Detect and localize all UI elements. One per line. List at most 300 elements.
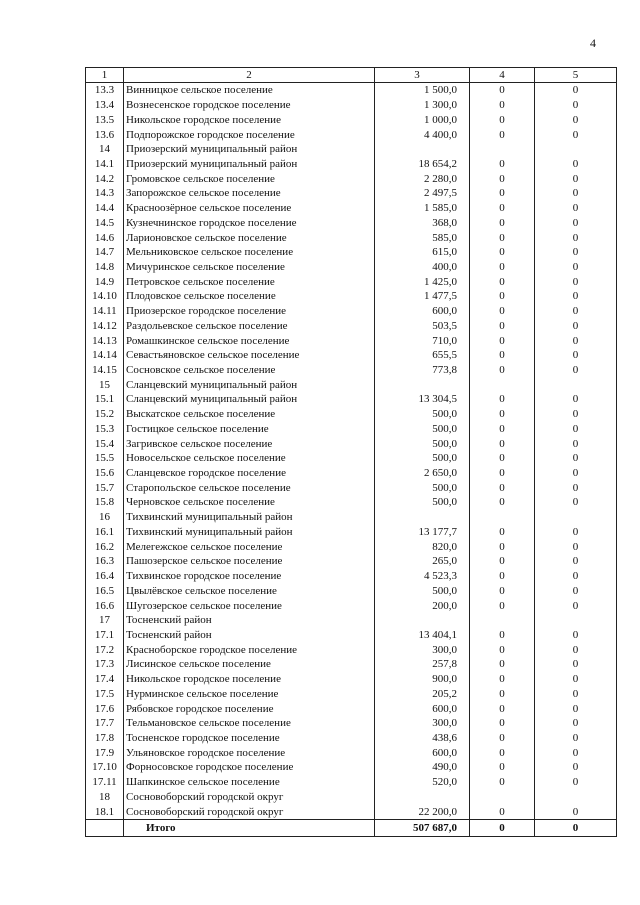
row-amount: 900,0 [375,672,470,687]
row-col4: 0 [470,495,535,510]
table-row [86,171,617,186]
row-number: 14 [86,142,124,157]
row-col5: 0 [535,554,617,569]
row-col5: 0 [535,230,617,245]
row-col4: 0 [470,186,535,201]
row-col5: 0 [535,525,617,540]
table-row [86,525,617,540]
row-amount: 13 404,1 [375,628,470,643]
row-name: Ларионовское сельское поселение [124,230,375,245]
row-name: Выскатское сельское поселение [124,407,375,422]
row-col5: 0 [535,245,617,260]
row-amount: 4 523,3 [375,569,470,584]
row-col5: 0 [535,304,617,319]
row-name: Тихвинский муниципальный район [124,525,375,540]
table-row [86,98,617,113]
row-amount: 22 200,0 [375,804,470,819]
row-col4: 0 [470,157,535,172]
row-amount: 820,0 [375,539,470,554]
row-col4: 0 [470,701,535,716]
row-col4: 0 [470,451,535,466]
row-col4: 0 [470,745,535,760]
table-row [86,333,617,348]
row-name: Сосновоборский городской округ [124,790,375,805]
row-number: 14.15 [86,363,124,378]
table-row [86,510,617,525]
table-row [86,422,617,437]
row-number: 13.4 [86,98,124,113]
row-amount: 500,0 [375,451,470,466]
table-row [86,363,617,378]
row-name: Приозерский муниципальный район [124,157,375,172]
row-amount [375,510,470,525]
row-amount: 500,0 [375,407,470,422]
table-row [86,157,617,172]
row-name: Сланцевский муниципальный район [124,377,375,392]
row-number: 16.2 [86,539,124,554]
row-amount: 13 177,7 [375,525,470,540]
total-label: Итого [124,819,375,836]
row-col4: 0 [470,171,535,186]
row-amount: 490,0 [375,760,470,775]
row-col5: 0 [535,451,617,466]
row-col4: 0 [470,760,535,775]
row-amount: 1 500,0 [375,83,470,98]
table-row [86,775,617,790]
row-name: Цвылёвское сельское поселение [124,583,375,598]
row-col5: 0 [535,775,617,790]
row-number: 14.13 [86,333,124,348]
row-col5: 0 [535,657,617,672]
row-col5: 0 [535,804,617,819]
row-name: Лисинское сельское поселение [124,657,375,672]
row-number: 15.6 [86,466,124,481]
budget-allocation-table [85,67,617,837]
table-row [86,245,617,260]
row-name: Нурминское сельское поселение [124,686,375,701]
row-col5: 0 [535,260,617,275]
row-amount: 500,0 [375,480,470,495]
row-amount: 1 300,0 [375,98,470,113]
row-amount [375,377,470,392]
row-number: 15.4 [86,436,124,451]
row-col5: 0 [535,731,617,746]
row-amount: 368,0 [375,215,470,230]
row-name: Рябовское городское поселение [124,701,375,716]
row-amount: 600,0 [375,304,470,319]
row-col5: 0 [535,157,617,172]
table-row [86,642,617,657]
row-name: Запорожское сельское поселение [124,186,375,201]
row-col5: 0 [535,333,617,348]
row-amount [375,613,470,628]
row-number: 13.3 [86,83,124,98]
row-number: 17.7 [86,716,124,731]
table-row [86,304,617,319]
table-row [86,451,617,466]
table-row [86,613,617,628]
row-number: 14.5 [86,215,124,230]
row-col4: 0 [470,260,535,275]
row-col4: 0 [470,304,535,319]
row-number: 14.6 [86,230,124,245]
table-row [86,186,617,201]
row-amount: 585,0 [375,230,470,245]
row-col4: 0 [470,436,535,451]
table-row [86,686,617,701]
row-amount: 265,0 [375,554,470,569]
row-number: 15.7 [86,480,124,495]
table-row [86,436,617,451]
table-row [86,274,617,289]
row-number: 16.6 [86,598,124,613]
table-row [86,657,617,672]
row-number: 14.1 [86,157,124,172]
row-name: Громовское сельское поселение [124,171,375,186]
table-row [86,554,617,569]
row-name: Мельниковское сельское поселение [124,245,375,260]
row-name: Никольское городское поселение [124,112,375,127]
row-col4: 0 [470,598,535,613]
row-col5: 0 [535,98,617,113]
row-amount: 615,0 [375,245,470,260]
row-col4: 0 [470,333,535,348]
table-row [86,745,617,760]
row-col4: 0 [470,83,535,98]
row-amount: 200,0 [375,598,470,613]
row-col4: 0 [470,657,535,672]
row-number: 17 [86,613,124,628]
row-col5: 0 [535,112,617,127]
row-number: 16 [86,510,124,525]
row-amount: 300,0 [375,716,470,731]
row-amount: 500,0 [375,495,470,510]
row-name: Тихвинский муниципальный район [124,510,375,525]
row-name: Кузнечнинское городское поселение [124,215,375,230]
table-row [86,201,617,216]
table-row [86,583,617,598]
row-number: 14.10 [86,289,124,304]
table-row [86,480,617,495]
row-col5: 0 [535,745,617,760]
row-name: Гостицкое сельское поселение [124,422,375,437]
row-amount: 300,0 [375,642,470,657]
table-row [86,716,617,731]
row-col4: 0 [470,554,535,569]
table-row [86,215,617,230]
row-number: 17.10 [86,760,124,775]
row-col4: 0 [470,422,535,437]
table-row [86,628,617,643]
row-col5: 0 [535,760,617,775]
row-col5 [535,790,617,805]
row-amount: 600,0 [375,701,470,716]
table-row [86,127,617,142]
table-row [86,569,617,584]
row-name: Шапкинское сельское поселение [124,775,375,790]
row-number: 17.3 [86,657,124,672]
row-col5: 0 [535,422,617,437]
row-number: 13.6 [86,127,124,142]
row-number: 14.14 [86,348,124,363]
table-row [86,539,617,554]
row-name: Вознесенское городское поселение [124,98,375,113]
row-amount: 2 650,0 [375,466,470,481]
column-number-header-row [86,68,617,83]
table-row [86,260,617,275]
row-amount: 18 654,2 [375,157,470,172]
row-name: Тосненский район [124,628,375,643]
table-row [86,83,617,98]
row-number: 14.11 [86,304,124,319]
row-col5: 0 [535,628,617,643]
row-amount: 710,0 [375,333,470,348]
row-col4: 0 [470,319,535,334]
table-row [86,112,617,127]
row-amount: 500,0 [375,583,470,598]
row-number: 13.5 [86,112,124,127]
table-row [86,348,617,363]
row-col5: 0 [535,171,617,186]
row-col5: 0 [535,407,617,422]
row-col4: 0 [470,628,535,643]
row-col5: 0 [535,598,617,613]
row-col4: 0 [470,642,535,657]
row-name: Новосельское сельское поселение [124,451,375,466]
row-col5: 0 [535,569,617,584]
row-number: 14.4 [86,201,124,216]
table-row [86,672,617,687]
row-name: Тосненский район [124,613,375,628]
row-col5: 0 [535,392,617,407]
row-name: Плодовское сельское поселение [124,289,375,304]
row-number: 17.1 [86,628,124,643]
row-col4: 0 [470,245,535,260]
table-row [86,289,617,304]
row-number: 17.4 [86,672,124,687]
row-col5: 0 [535,289,617,304]
row-col5 [535,142,617,157]
row-number: 14.2 [86,171,124,186]
row-number: 14.8 [86,260,124,275]
row-amount: 438,6 [375,731,470,746]
row-col4: 0 [470,731,535,746]
row-number: 16.3 [86,554,124,569]
row-col5: 0 [535,495,617,510]
table-row [86,377,617,392]
row-name: Тельмановское сельское поселение [124,716,375,731]
table-row [86,407,617,422]
row-name: Ульяновское городское поселение [124,745,375,760]
row-col4: 0 [470,289,535,304]
row-number: 17.11 [86,775,124,790]
row-name: Форносовское городское поселение [124,760,375,775]
row-amount: 600,0 [375,745,470,760]
row-col4 [470,510,535,525]
row-col5: 0 [535,480,617,495]
row-col5: 0 [535,672,617,687]
row-amount: 655,5 [375,348,470,363]
total-col4: 0 [470,819,535,836]
row-number: 15.3 [86,422,124,437]
row-col4: 0 [470,672,535,687]
row-number: 15.2 [86,407,124,422]
total-row [86,819,617,836]
row-name: Сосновское сельское поселение [124,363,375,378]
table-row [86,230,617,245]
total-col5: 0 [535,819,617,836]
row-amount: 773,8 [375,363,470,378]
table-row [86,466,617,481]
row-number: 17.6 [86,701,124,716]
row-number: 18.1 [86,804,124,819]
row-number: 14.3 [86,186,124,201]
table-body [86,83,617,820]
total-amount: 507 687,0 [375,819,470,836]
row-col5 [535,510,617,525]
row-name: Петровское сельское поселение [124,274,375,289]
table-row [86,804,617,819]
row-amount [375,790,470,805]
total-number-cell [86,819,124,836]
row-col4: 0 [470,230,535,245]
row-name: Сосновоборский городской округ [124,804,375,819]
row-name: Подпорожское городское поселение [124,127,375,142]
row-col4: 0 [470,348,535,363]
row-col5: 0 [535,701,617,716]
row-col5: 0 [535,201,617,216]
row-col4: 0 [470,274,535,289]
row-amount: 520,0 [375,775,470,790]
row-name: Старопольское сельское поселение [124,480,375,495]
row-col4: 0 [470,525,535,540]
row-name: Сланцевский муниципальный район [124,392,375,407]
column-header-1: 1 [86,68,124,83]
column-header-2: 2 [124,68,375,83]
table-row [86,319,617,334]
row-name: Севастьяновское сельское поселение [124,348,375,363]
row-col4: 0 [470,686,535,701]
row-number: 15.5 [86,451,124,466]
row-col5: 0 [535,583,617,598]
row-col4: 0 [470,392,535,407]
row-name: Сланцевское городское поселение [124,466,375,481]
row-amount: 400,0 [375,260,470,275]
row-name: Красноборское городское поселение [124,642,375,657]
table-row [86,142,617,157]
table-row [86,598,617,613]
row-col5: 0 [535,186,617,201]
row-name: Мичуринское сельское поселение [124,260,375,275]
row-col4: 0 [470,480,535,495]
row-amount: 257,8 [375,657,470,672]
row-col5: 0 [535,127,617,142]
row-number: 14.7 [86,245,124,260]
row-amount: 1 425,0 [375,274,470,289]
row-amount: 4 400,0 [375,127,470,142]
row-col4: 0 [470,539,535,554]
row-number: 16.1 [86,525,124,540]
column-header-3: 3 [375,68,470,83]
row-col5: 0 [535,348,617,363]
row-number: 17.2 [86,642,124,657]
row-name: Приозерский муниципальный район [124,142,375,157]
row-col4: 0 [470,112,535,127]
row-col4: 0 [470,583,535,598]
row-amount: 2 497,5 [375,186,470,201]
row-col5 [535,377,617,392]
row-number: 14.9 [86,274,124,289]
row-col4: 0 [470,804,535,819]
row-col5: 0 [535,319,617,334]
table-row [86,760,617,775]
row-col4: 0 [470,127,535,142]
row-col5: 0 [535,215,617,230]
row-col4: 0 [470,201,535,216]
row-number: 18 [86,790,124,805]
row-number: 16.5 [86,583,124,598]
row-name: Шугозерское сельское поселение [124,598,375,613]
row-name: Тосненское городское поселение [124,731,375,746]
row-col5: 0 [535,642,617,657]
row-col4: 0 [470,569,535,584]
row-amount: 1 585,0 [375,201,470,216]
row-col4 [470,790,535,805]
row-name: Мелегежское сельское поселение [124,539,375,554]
row-number: 16.4 [86,569,124,584]
row-name: Черновское сельское поселение [124,495,375,510]
table-row [86,790,617,805]
row-name: Загривское сельское поселение [124,436,375,451]
row-name: Раздольевское сельское поселение [124,319,375,334]
row-col5: 0 [535,274,617,289]
row-col5: 0 [535,716,617,731]
row-number: 17.9 [86,745,124,760]
column-header-4: 4 [470,68,535,83]
row-name: Пашозерское сельское поселение [124,554,375,569]
row-col4 [470,613,535,628]
table-row [86,701,617,716]
row-amount: 500,0 [375,436,470,451]
row-col5: 0 [535,436,617,451]
row-col5: 0 [535,539,617,554]
row-name: Винницкое сельское поселение [124,83,375,98]
row-col5 [535,613,617,628]
row-amount: 500,0 [375,422,470,437]
row-number: 15.8 [86,495,124,510]
row-amount: 2 280,0 [375,171,470,186]
row-amount: 503,5 [375,319,470,334]
row-amount: 1 000,0 [375,112,470,127]
row-col5: 0 [535,466,617,481]
row-col5: 0 [535,363,617,378]
row-number: 15.1 [86,392,124,407]
row-col4: 0 [470,363,535,378]
row-name: Никольское городское поселение [124,672,375,687]
row-number: 15 [86,377,124,392]
row-name: Красноозёрное сельское поселение [124,201,375,216]
row-col4: 0 [470,407,535,422]
table-row [86,392,617,407]
row-col4: 0 [470,775,535,790]
row-col4: 0 [470,98,535,113]
column-header-5: 5 [535,68,617,83]
row-amount [375,142,470,157]
row-amount: 13 304,5 [375,392,470,407]
row-col4: 0 [470,716,535,731]
row-col4: 0 [470,215,535,230]
row-col4 [470,142,535,157]
